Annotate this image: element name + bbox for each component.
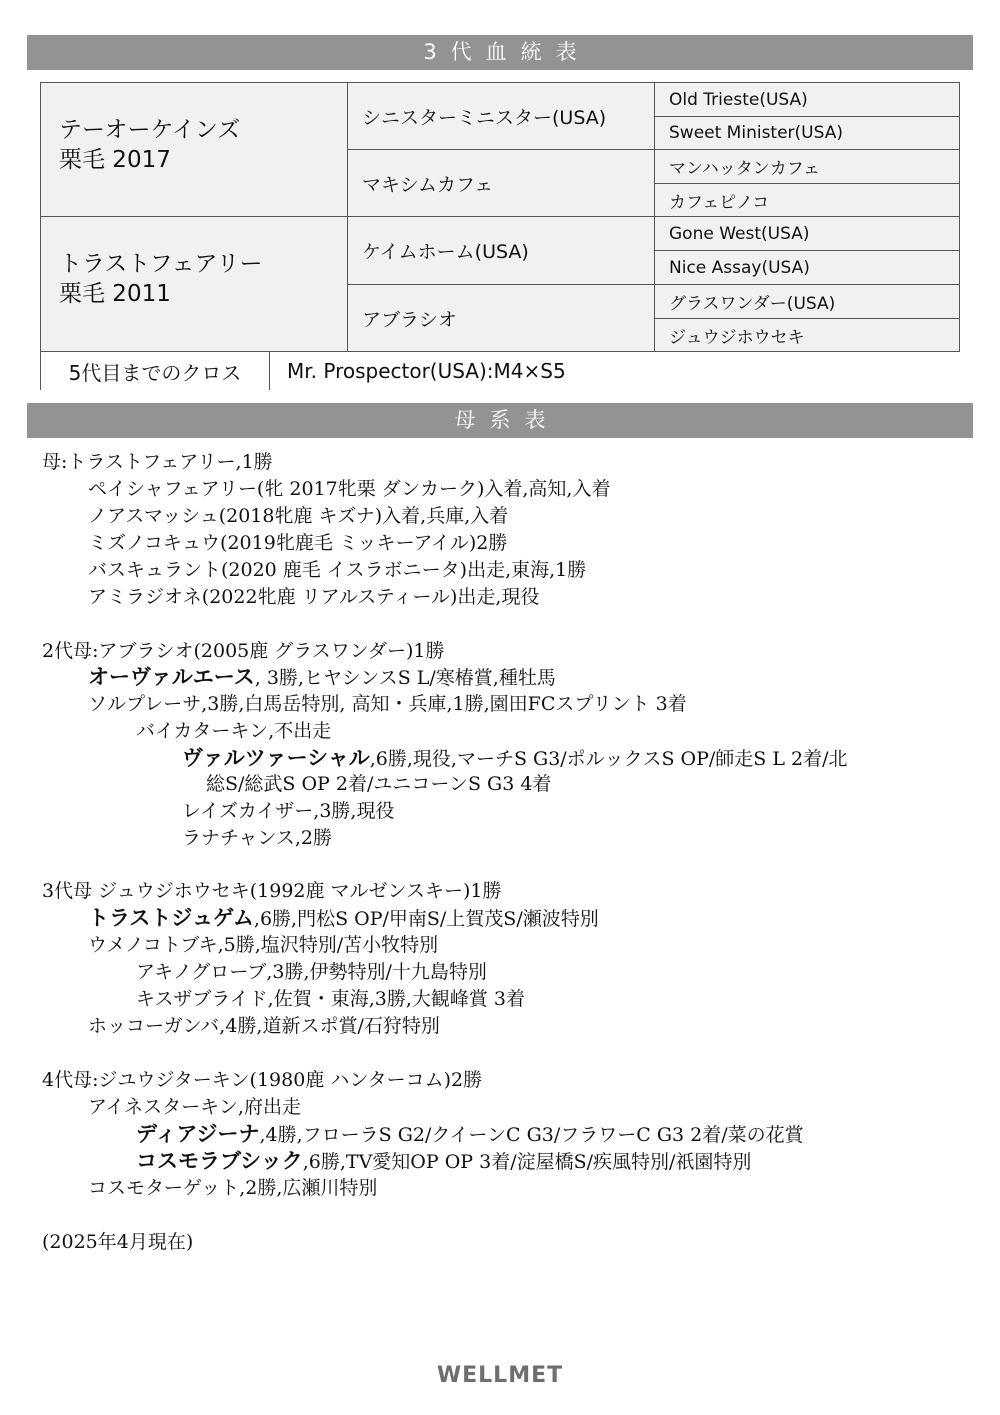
notable-horse-record: ,6勝,TV愛知OP OP 3着/淀屋橋S/疾風特別/祇園特別 [302, 1151, 752, 1173]
second-dam-descendant-5: レイズカイザー,3勝,現役 [182, 800, 395, 822]
notable-horse-name: コスモラブシック [136, 1149, 303, 1173]
dam-sire-dam-name: Nice Assay(USA) [669, 257, 810, 278]
dam-dam-dam-name: ジュウジホウセキ [669, 327, 805, 348]
dam-name: トラストフェアリー [59, 251, 263, 277]
dam-sire-name: ケイムホーム(USA) [362, 241, 529, 263]
sire-dam-name: マキシムカフェ [362, 173, 494, 196]
second-dam-descendant-3: バイカターキン,不出走 [136, 720, 332, 742]
sire-sire-sire-cell [655, 83, 960, 117]
sire-sire-name: シニスターミニスター(USA) [362, 106, 607, 129]
dam-sire-cell [348, 217, 655, 285]
cross-value: Mr. Prospector(USA):M4×S5 [270, 352, 960, 390]
third-dam-line: 3代母 ジュウジホウセキ(1992鹿 マルゼンスキー)1勝 [42, 880, 502, 902]
second-dam-descendant-2: ソルプレーサ,3勝,白馬岳特別, 高知・兵庫,1勝,園田FCスプリント 3着 [88, 693, 687, 715]
third-dam-descendant-4: キスザブライド,佐賀・東海,3勝,大観峰賞 3着 [136, 988, 526, 1010]
fourth-dam-descendant-1: アイネスターキン,府出走 [88, 1096, 301, 1118]
second-dam-descendant-6: ラナチャンス,2勝 [182, 827, 332, 849]
sire-dam-sire-name: マンハッタンカフェ [669, 159, 820, 179]
dam-offspring-5: アミラジオネ(2022牝鹿 リアルスティール)出走,現役 [88, 586, 540, 608]
dam-sire-sire-name: Gone West(USA) [669, 223, 810, 244]
notable-horse-name: トラストジュゲム [88, 906, 254, 930]
notable-horse-record: ,6勝,門松S OP/甲南S/上賀茂S/瀬波特別 [253, 908, 599, 930]
third-dam-descendant-1 [88, 905, 599, 932]
cross-label: 5代目までのクロス [41, 352, 270, 390]
dam-dam-name: アブラシオ [362, 308, 458, 331]
sire-cell [41, 83, 348, 217]
notable-horse-name: オーヴァルエース [88, 665, 255, 689]
dam-offspring-3: ミズノコキュウ(2019牝鹿毛 ミッキーアイル)2勝 [88, 532, 508, 554]
fourth-dam-descendant-3 [136, 1148, 751, 1175]
sire-dam-dam-name: カフェピノコ [669, 192, 770, 213]
dam-dam-sire-cell [655, 285, 960, 319]
notable-horse-record: ,4勝,フローラS G2/クイーンC G3/フラワーC G3 2着/菜の花賞 [259, 1124, 804, 1146]
fourth-dam-line: 4代母:ジユウジターキン(1980鹿 ハンターコム)2勝 [42, 1069, 483, 1091]
notable-horse-name: ヴァルツァーシャル [182, 746, 370, 770]
third-dam-descendant-3: アキノグローブ,3勝,伊勢特別/十九島特別 [136, 961, 487, 983]
second-dam-line: 2代母:アブラシオ(2005鹿 グラスワンダー)1勝 [42, 640, 445, 662]
fourth-dam-descendant-2 [136, 1121, 804, 1148]
family-section-header: 母系表 [27, 403, 973, 438]
sire-dam-dam-cell [655, 184, 960, 217]
dam-sire-dam-cell [655, 251, 960, 285]
dam-cell [41, 217, 348, 352]
third-dam-descendant-2: ウメノコトブキ,5勝,塩沢特別/苫小牧特別 [88, 934, 439, 956]
dam-dam-cell [348, 285, 655, 352]
second-dam-descendant-4-continued: 総S/総武S OP 2着/ユニコーンS G3 4着 [206, 773, 552, 795]
dam-offspring-1: ペイシャフェアリー(牝 2017牝栗 ダンカーク)入着,高知,入着 [88, 478, 611, 500]
sire-sire-cell [348, 83, 655, 150]
dam-offspring-2: ノアスマッシュ(2018牝鹿 キズナ)入着,兵庫,入着 [88, 505, 509, 527]
pedigree-section-header: 3代血統表 [27, 35, 973, 70]
notable-horse-record: , 3勝,ヒヤシンスS L/寒椿賞,種牡馬 [254, 667, 556, 689]
as-of-date: (2025年4月現在) [42, 1231, 194, 1253]
sire-sire-sire-name: Old Trieste(USA) [669, 89, 808, 110]
sire-sire-dam-name: Sweet Minister(USA) [669, 123, 843, 143]
second-dam-descendant-1 [88, 664, 556, 691]
fourth-dam-descendant-4: コスモターゲット,2勝,広瀬川特別 [88, 1177, 378, 1199]
sire-sire-dam-cell [655, 117, 960, 150]
dam-dam-sire-name: グラスワンダー(USA) [669, 294, 836, 314]
sire-info: 栗毛 2017 [59, 146, 171, 173]
dam-info: 栗毛 2011 [59, 281, 171, 307]
third-dam-descendant-5: ホッコーガンバ,4勝,道新スポ賞/石狩特別 [88, 1015, 440, 1037]
wellmet-logo: WELLMET [436, 1363, 564, 1388]
notable-horse-name: ディアジーナ [136, 1122, 260, 1146]
notable-horse-record: ,6勝,現役,マーチS G3/ポルックスS OP/師走S L 2着/北 [369, 748, 848, 770]
sire-dam-cell [348, 150, 655, 217]
pedigree-table [40, 82, 960, 390]
sire-name: テーオーケインズ [59, 116, 241, 143]
dam-sire-sire-cell [655, 217, 960, 251]
second-dam-descendant-4 [182, 745, 848, 772]
sire-dam-sire-cell [655, 150, 960, 184]
dam-dam-dam-cell [655, 319, 960, 352]
dam-line: 母:トラストフェアリー,1勝 [42, 451, 273, 473]
dam-offspring-4: バスキュラント(2020 鹿毛 イスラボニータ)出走,東海,1勝 [88, 559, 587, 581]
